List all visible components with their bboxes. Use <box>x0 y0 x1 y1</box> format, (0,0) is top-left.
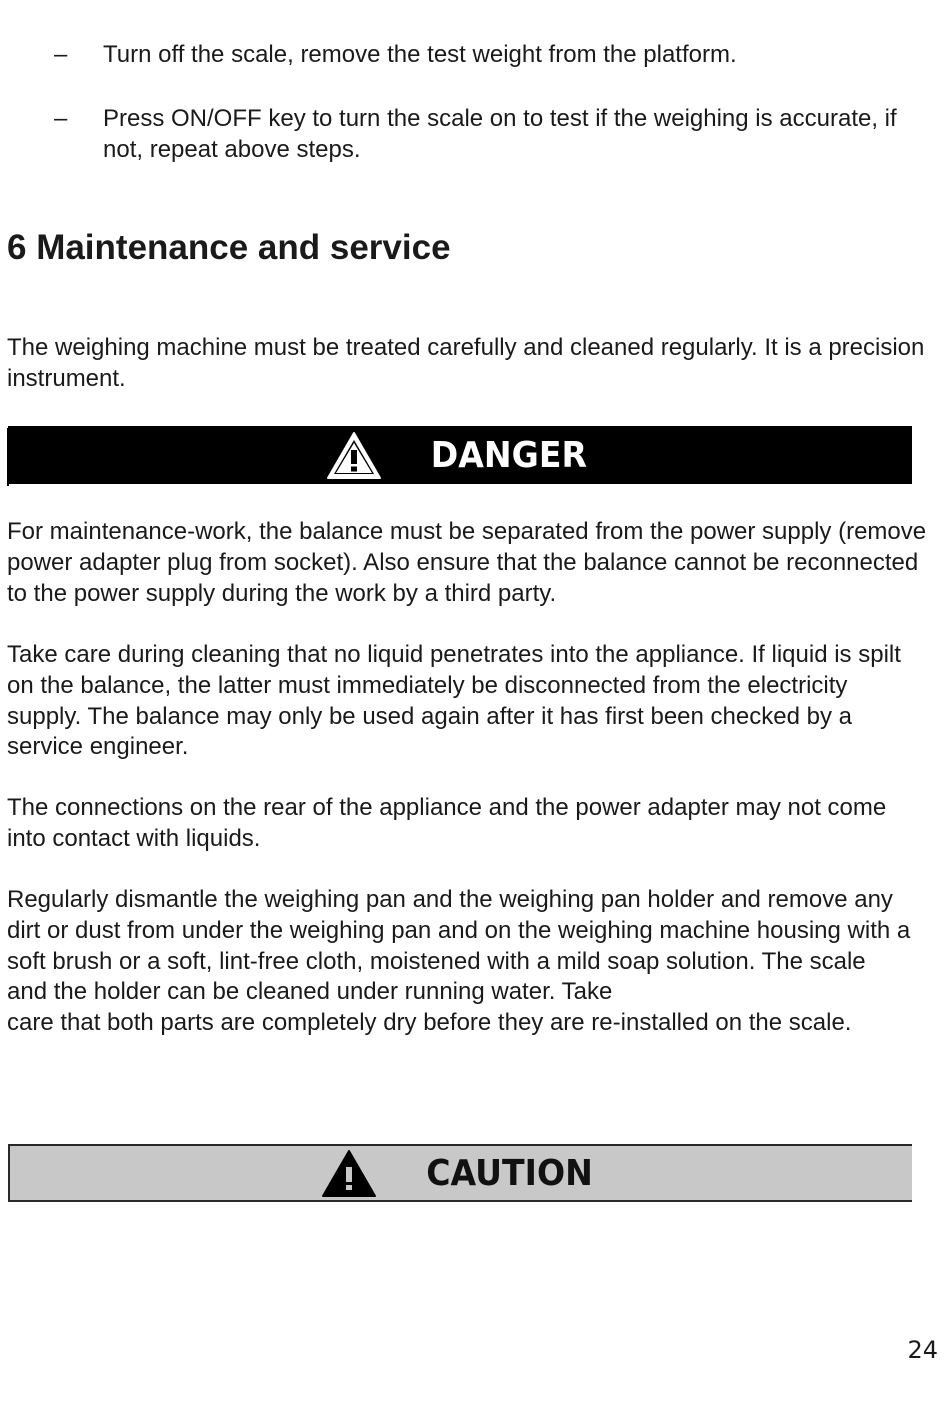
danger-label: DANGER <box>430 434 588 476</box>
section-intro: The weighing machine must be treated carefully and cleaned regularly. It is a precision instrument. <box>7 334 925 392</box>
bullet-marker: – <box>54 41 68 68</box>
cleaning-paragraph <box>7 885 917 1039</box>
section-title: 6 Maintenance and service <box>7 228 451 267</box>
danger-banner <box>8 426 912 484</box>
bullet-text: Press ON/OFF key to turn the scale on to test if the weighing is accurate, if not, repeat above steps. <box>103 105 897 163</box>
liquid-paragraph: Take care during cleaning that no liquid penetrates into the appliance. If liquid is spilt on the balance, the latter must immediately be disconnected from the electricity supply. The balance may only be used again after it has first been checked by a service engineer. <box>7 641 901 761</box>
cleaning-paragraph-part-1: Regularly dismantle the weighing pan and the weighing pan holder and remove any dirt or dust from under the weighing pan and on the weighing machine housing with a soft brush or a soft, lint-free cloth, moistened with a mild soap solution. The scale and the holder can be cleaned under running water. Take <box>7 886 911 1006</box>
bullet-text: Turn off the scale, remove the test weight from the platform. <box>103 41 737 68</box>
caution-label: CAUTION <box>426 1152 594 1194</box>
page-number: 24 <box>907 1336 938 1364</box>
caution-banner <box>8 1144 912 1202</box>
warning-triangle-icon <box>321 1148 377 1198</box>
cleaning-paragraph-part-2: care that both parts are completely dry before they are re-installed on the scale. <box>7 1009 852 1037</box>
connections-paragraph: The connections on the rear of the appliance and the power adapter may not come into contact with liquids. <box>7 794 887 852</box>
warning-triangle-icon <box>326 430 382 480</box>
maintenance-paragraph: For maintenance-work, the balance must be separated from the power supply (remove power adapter plug from socket). Also ensure that the balance cannot be reconnected to the power supply during the work by a third party. <box>7 518 927 607</box>
bullet-marker: – <box>54 105 68 132</box>
